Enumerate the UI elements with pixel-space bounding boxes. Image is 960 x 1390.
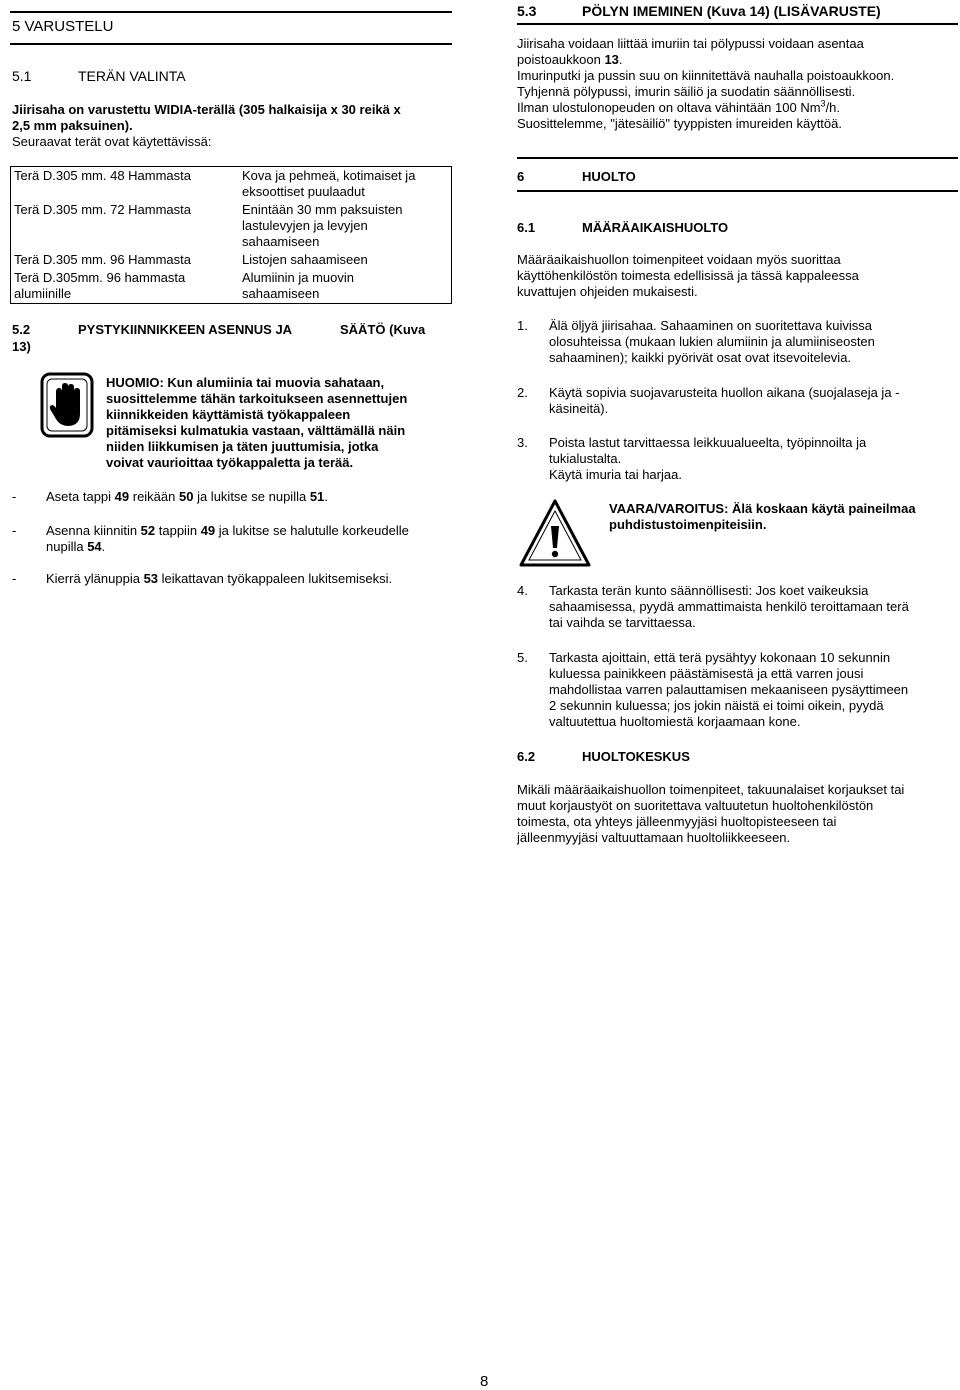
page-number: 8 [480, 1373, 489, 1390]
item-number: 3. [517, 435, 528, 450]
item-number: 2. [517, 385, 528, 400]
use-cell [239, 201, 452, 251]
step-text-line2: nupilla 54. [46, 539, 106, 554]
subsection-5-1-title: TERÄN VALINTA [78, 68, 186, 84]
warning-text [106, 375, 407, 471]
use-text: Listojen sahaamiseen [242, 252, 368, 267]
danger-line: VAARA/VAROITUS: Älä koskaan käytä paineilmaa [609, 501, 916, 516]
item-text: Käytä sopivia suojavarusteita huollon aikana (suojalaseja ja - käsineitä). [549, 385, 900, 416]
subsection-5-3-number: 5.3 [517, 3, 537, 19]
stop-hand-icon [40, 372, 94, 438]
item-number: 1. [517, 318, 528, 333]
dash-bullet: - [12, 571, 17, 586]
use-text: Enintään 30 mm paksuisten [242, 202, 403, 217]
intro-line: 2,5 mm paksuinen). [12, 118, 133, 133]
section-6-title: HUOLTO [582, 169, 636, 184]
subsection-5-1-number: 5.1 [12, 68, 32, 84]
maintenance-intro [517, 252, 859, 300]
blade-cell [11, 167, 240, 202]
table-row [11, 167, 452, 202]
warning-line: voivat vaurioittaa työkappaletta ja terää. [106, 455, 354, 470]
intro-line: Seuraavat terät ovat käytettävissä: [12, 134, 212, 149]
blade-text: Terä D.305mm. 96 hammasta [14, 270, 186, 285]
blade-text: Terä D.305 mm. 48 Hammasta [14, 168, 192, 183]
intro-line: käyttöhenkilöstön toimesta edellisissä ja tässä kappaleessa [517, 268, 859, 283]
table-row [11, 201, 452, 251]
top-rule-right [517, 23, 958, 25]
subsection-5-2-title-line2: 13) [12, 339, 31, 354]
subsection-5-3-title: PÖLYN IMEMINEN (Kuva 14) (LISÄVARUSTE) [582, 3, 881, 19]
warning-line: niiden liikkumisen ja täten juuttumisia, jotka [106, 439, 379, 454]
use-text: Alumiinin ja muovin [242, 270, 354, 285]
blade-cell [11, 251, 240, 269]
dash-bullet: - [12, 523, 17, 538]
warning-line: HUOMIO: Kun alumiinia tai muovia sahataan, [106, 375, 385, 390]
section-6-rule-top [517, 157, 958, 159]
subsection-6-2-title: HUOLTOKESKUS [582, 749, 690, 764]
dust-line: Imurinputki ja pussin suu on kiinnitettävä nauhalla poistoaukkoon. [517, 68, 895, 83]
section-rule-left [10, 43, 452, 45]
subsection-5-2-title-end: SÄÄTÖ (Kuva [340, 322, 426, 337]
dash-bullet: - [12, 489, 17, 504]
danger-line: puhdistustoimenpiteisiin. [609, 517, 767, 532]
subsection-6-1-number: 6.1 [517, 220, 536, 235]
step-text: Aseta tappi 49 reikään 50 ja lukitse se nupilla 51. [46, 489, 328, 504]
warning-line: suosittelemme tähän tarkoitukseen asennettujen [106, 391, 408, 406]
item-text: Tarkasta ajoittain, että terä pysähtyy kokonaan 10 sekunnin kuluessa painikkeen päästämisestä ja että varren jousi mahdollistaa varren palauttamisen mekaaniseen pysäyttimeen 2 sekunnin kuluessa; jos jokin näistä ei toimi oikein, pyydä valtuutettua huoltomiestä korjaamaan kone. [549, 650, 909, 729]
item-number: 5. [517, 650, 528, 665]
warning-triangle-icon [518, 498, 592, 568]
intro-line: Jiirisaha on varustettu WIDIA-terällä (305 halkaisija x 30 reikä x [12, 102, 401, 117]
intro-paragraph [12, 102, 401, 150]
use-cell [239, 167, 452, 202]
subsection-6-2-number: 6.2 [517, 749, 536, 764]
dust-line: Suosittelemme, "jätesäiliö" tyyppisten imureiden käyttöä. [517, 116, 842, 131]
use-cell [239, 269, 452, 304]
top-rule-left [10, 11, 452, 13]
section-title: 5 VARUSTELU [12, 18, 114, 35]
service-line: Mikäli määräaikaishuollon toimenpiteet, takuunalaiset korjaukset tai [517, 782, 905, 797]
blade-cell [11, 269, 240, 304]
item-text: Poista lastut tarvittaessa leikkuualueelta, työpinnoilta ja tukialustalta. Käytä imuria tai harjaa. [549, 435, 867, 482]
use-text: sahaamiseen [242, 286, 320, 301]
blade-text: alumiinille [14, 286, 72, 301]
dust-line: Tyhjennä pölypussi, imurin säiliö ja suodatin säännöllisesti. [517, 84, 856, 99]
intro-line: Määräaikaishuollon toimenpiteet voidaan myös suorittaa [517, 252, 841, 267]
section-6-number: 6 [517, 169, 525, 184]
blade-cell [11, 201, 240, 251]
step-text: Kierrä ylänuppia 53 leikattavan työkappaleen lukitsemiseksi. [46, 571, 393, 586]
section-6-rule-bottom [517, 190, 958, 192]
step-text: Asenna kiinnitin 52 tappiin 49 ja lukitse se halutulle korkeudelle [46, 523, 409, 538]
use-text: lastulevyjen ja levyjen [242, 218, 368, 233]
table-row [11, 251, 452, 269]
intro-line: kuvattujen ohjeiden mukaisesti. [517, 284, 698, 299]
item-number: 4. [517, 583, 528, 598]
warning-line: kiinnikkeiden käyttämistä työkappaleen [106, 407, 351, 422]
service-line: toimesta, ota yhteys jälleenmyyjäsi huoltopisteeseen tai [517, 814, 837, 829]
subsection-5-2-number: 5.2 [12, 322, 31, 337]
subsection-6-1-title: MÄÄRÄAIKAISHUOLTO [582, 220, 729, 235]
table-row [11, 269, 452, 304]
blade-table [10, 166, 452, 304]
dust-line: Ilman ulostulonopeuden on oltava vähintään 100 Nm$^3$/h. [517, 98, 841, 115]
service-paragraph [517, 782, 904, 846]
use-text: sahaamiseen [242, 234, 320, 249]
item-text: Tarkasta terän kunto säännöllisesti: Jos koet vaikeuksia sahaamisessa, pyydä ammattimaista henkilö teroittamaan terä tai vaihda se tarvittaessa. [549, 583, 909, 630]
use-cell [239, 251, 452, 269]
dust-line: poistoaukkoon 13. [517, 52, 623, 67]
dust-paragraph [517, 36, 894, 132]
blade-text: Terä D.305 mm. 72 Hammasta [14, 202, 192, 217]
blade-text: Terä D.305 mm. 96 Hammasta [14, 252, 192, 267]
use-text: eksoottiset puulaadut [242, 184, 365, 199]
item-text: Älä öljyä jiirisahaa. Sahaaminen on suoritettava kuivissa olosuhteissa (mukaan lukien alumiinin ja alumiiniseosten sahaaminen); kaikki pyörivät osat ovat itsevoitelevia. [549, 318, 875, 365]
service-line: muut korjaustyöt on suoritettava valtuutetun huoltohenkilöstön [517, 798, 874, 813]
danger-text [609, 501, 916, 533]
use-text: Kova ja pehmeä, kotimaiset ja [242, 168, 416, 183]
dust-line: Jiirisaha voidaan liittää imuriin tai pölypussi voidaan asentaa [517, 36, 864, 51]
service-line: jälleenmyyjäsi valtuuttamaan huoltoliikkeeseen. [517, 830, 791, 845]
warning-line: pitämiseksi kulmatukia vastaan, välttämällä näin [106, 423, 406, 438]
subsection-5-2-title: PYSTYKIINNIKKEEN ASENNUS JA [78, 322, 293, 337]
